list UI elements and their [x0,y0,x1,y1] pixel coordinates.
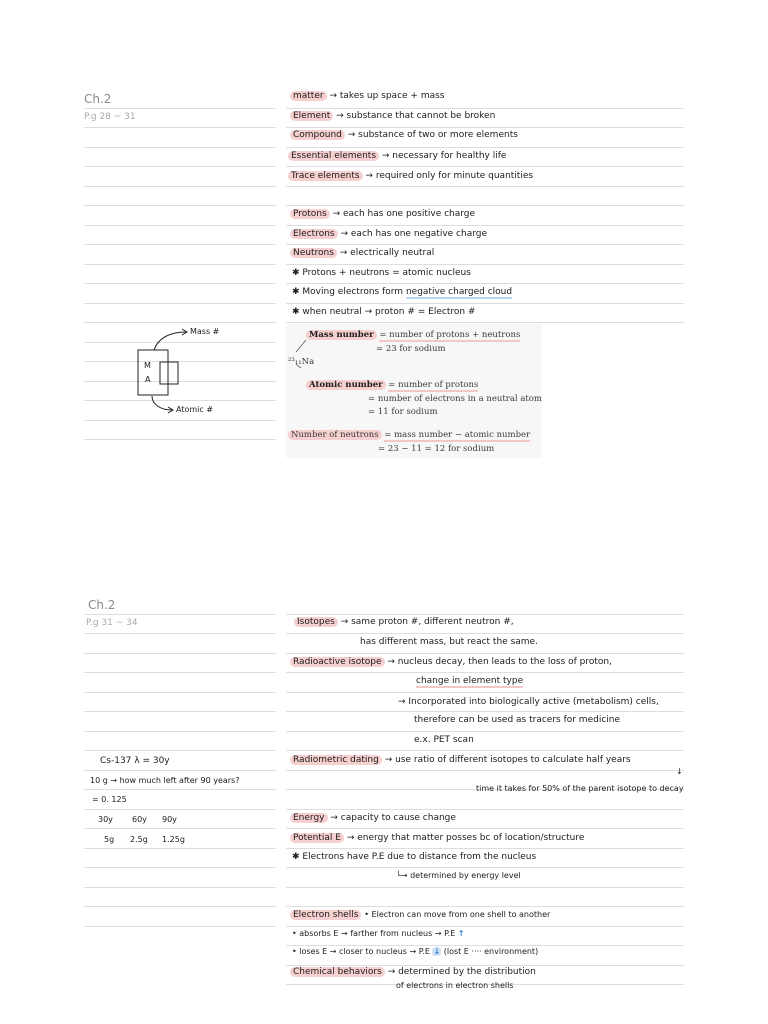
mass-number-line [306,330,520,340]
side-row2-c: 1.25g [162,835,185,844]
term-highlight: Potential E [290,833,344,843]
side-answer: = 0. 125 [92,795,127,804]
atomic-number-eq2: = number of electrons in a neutral atom [368,394,542,404]
note-radioactive-3: → Incorporated into biologically active (metabolism) cells, [398,697,659,707]
atomic-number-line [306,380,478,390]
page-range: P.g 31 ~ 34 [86,618,138,628]
note-energy [290,812,456,824]
side-row1-c: 90y [162,815,177,824]
term-highlight: Element [290,111,333,121]
neutrons-value: = 23 − 11 = 12 for sodium [378,444,495,454]
underlined-text: change in element type [416,676,524,686]
note-trace [288,170,533,182]
term-highlight: Electron shells [290,910,361,920]
note-chemical-2: of electrons in electron shells [396,981,514,990]
note-text: → each has one negative charge [340,229,488,239]
neutrons-term: Number of neutrons [288,430,382,440]
loses-tail: (lost E ···· environment) [443,947,539,956]
note-radioactive [290,656,612,668]
note-radioactive-4: therefore can be used as tracers for medicine [414,715,621,725]
term-highlight: Isotopes [294,617,338,627]
note-text: → use ratio of different isotopes to calculate half years [384,755,631,765]
note-text: → required only for minute quantities [365,171,534,181]
notation-arrows [292,338,322,368]
atomic-number-eq: = number of protons [388,380,479,390]
term-highlight: Energy [290,813,328,823]
note-dating-2: time it takes for 50% of the parent isotope to decay [476,784,684,793]
note-absorbs [292,928,465,940]
pe-determined: determined by energy level [410,871,521,880]
note-text: → nucleus decay, then leads to the loss of proton, [387,657,612,667]
star-text: ✱ Moving electrons form [292,287,404,297]
sodium-symbol: ²³₁₁Na [288,357,315,367]
mass-number-eq: = number of protons + neutrons [379,330,521,340]
note-text: → electrically neutral [339,248,435,258]
side-cs137: Cs-137 λ = 30y [100,756,170,766]
note-shells [290,909,550,921]
star-nucleus: ✱ Protons + neutrons = atomic nucleus [292,268,471,278]
atomic-number-term: Atomic number [306,380,386,390]
note-dating [290,754,631,766]
note-text: → takes up space + mass [329,91,445,101]
note-text: → energy that matter posses bc of location/structure [346,833,585,843]
note-text: → each has one positive charge [332,209,476,219]
note-neutrons [290,247,434,259]
side-row2-a: 5g [104,835,115,844]
note-text: → necessary for healthy life [381,151,507,161]
note-isotopes-2: has different mass, but react the same. [360,637,538,647]
term-highlight: matter [290,91,327,101]
term-highlight: Essential elements [288,151,379,161]
note-loses [292,946,538,958]
mass-label: Mass # [190,327,220,336]
arrow-up-icon: ↑ [457,929,465,938]
note-radioactive-5: e.x. PET scan [414,735,474,745]
term-highlight: Trace elements [288,171,363,181]
note-potential [290,832,584,844]
star-neutral: ✱ when neutral → proton # = Electron # [292,307,476,317]
term-highlight: Compound [290,130,345,140]
m-label: M [144,361,151,370]
term-highlight: Protons [290,209,330,219]
term-highlight: Neutrons [290,248,337,258]
term-highlight: Radiometric dating [290,755,382,765]
neutrons-line [288,430,530,440]
note-compound [290,129,518,141]
note-chemical [290,966,536,978]
term-highlight: Chemical behaviors [290,967,385,977]
term-highlight: Radioactive isotope [290,657,385,667]
atom-notation-diagram [130,320,250,420]
side-row1-b: 60y [132,815,147,824]
chapter-heading: Ch.2 [84,92,112,106]
note-text: → substance that cannot be broken [336,111,496,121]
note-essential [288,150,506,162]
note-text: → same proton #, different neutron #, [340,617,514,627]
note-text: → substance of two or more elements [347,130,518,140]
star-highlight: negative charged cloud [405,287,513,297]
note-protons [290,208,475,220]
side-row2-b: 2.5g [130,835,148,844]
mass-number-value: = 23 for sodium [376,344,446,354]
arrow-down-icon: ↓ [433,947,441,956]
note-pe-star: ✱ Electrons have P.E due to distance from the nucleus [292,852,537,862]
chapter-heading: Ch.2 [88,598,116,612]
note-pe-star-2 [396,870,521,882]
neutrons-eq: = mass number − atomic number [384,430,531,440]
mass-number-term: Mass number [306,330,377,340]
term-highlight: Electrons [290,229,338,239]
note-text: → determined by the distribution [387,967,536,977]
page-range: P.g 28 ~ 31 [84,112,136,122]
bracket-arrow: └→ [396,871,408,880]
atomic-label: Atomic # [176,405,214,414]
atomic-number-value: = 11 for sodium [368,407,438,417]
side-row1-a: 30y [98,815,113,824]
absorbs-text: • absorbs E → farther from nucleus → P.E [292,929,456,938]
side-question: 10 g → how much left after 90 years? [90,776,240,785]
note-text: → capacity to cause change [330,813,456,823]
note-isotopes [294,616,514,628]
note-element [290,110,495,122]
a-label: A [145,375,151,384]
note-electrons [290,228,487,240]
note-matter [290,90,444,102]
down-arrow: ↓ [676,767,683,776]
star-electrons [292,286,512,298]
loses-text: • loses E → closer to nucleus → P.E [292,947,430,956]
note-text: • Electron can move from one shell to another [364,910,551,919]
note-radioactive-2 [416,675,523,687]
